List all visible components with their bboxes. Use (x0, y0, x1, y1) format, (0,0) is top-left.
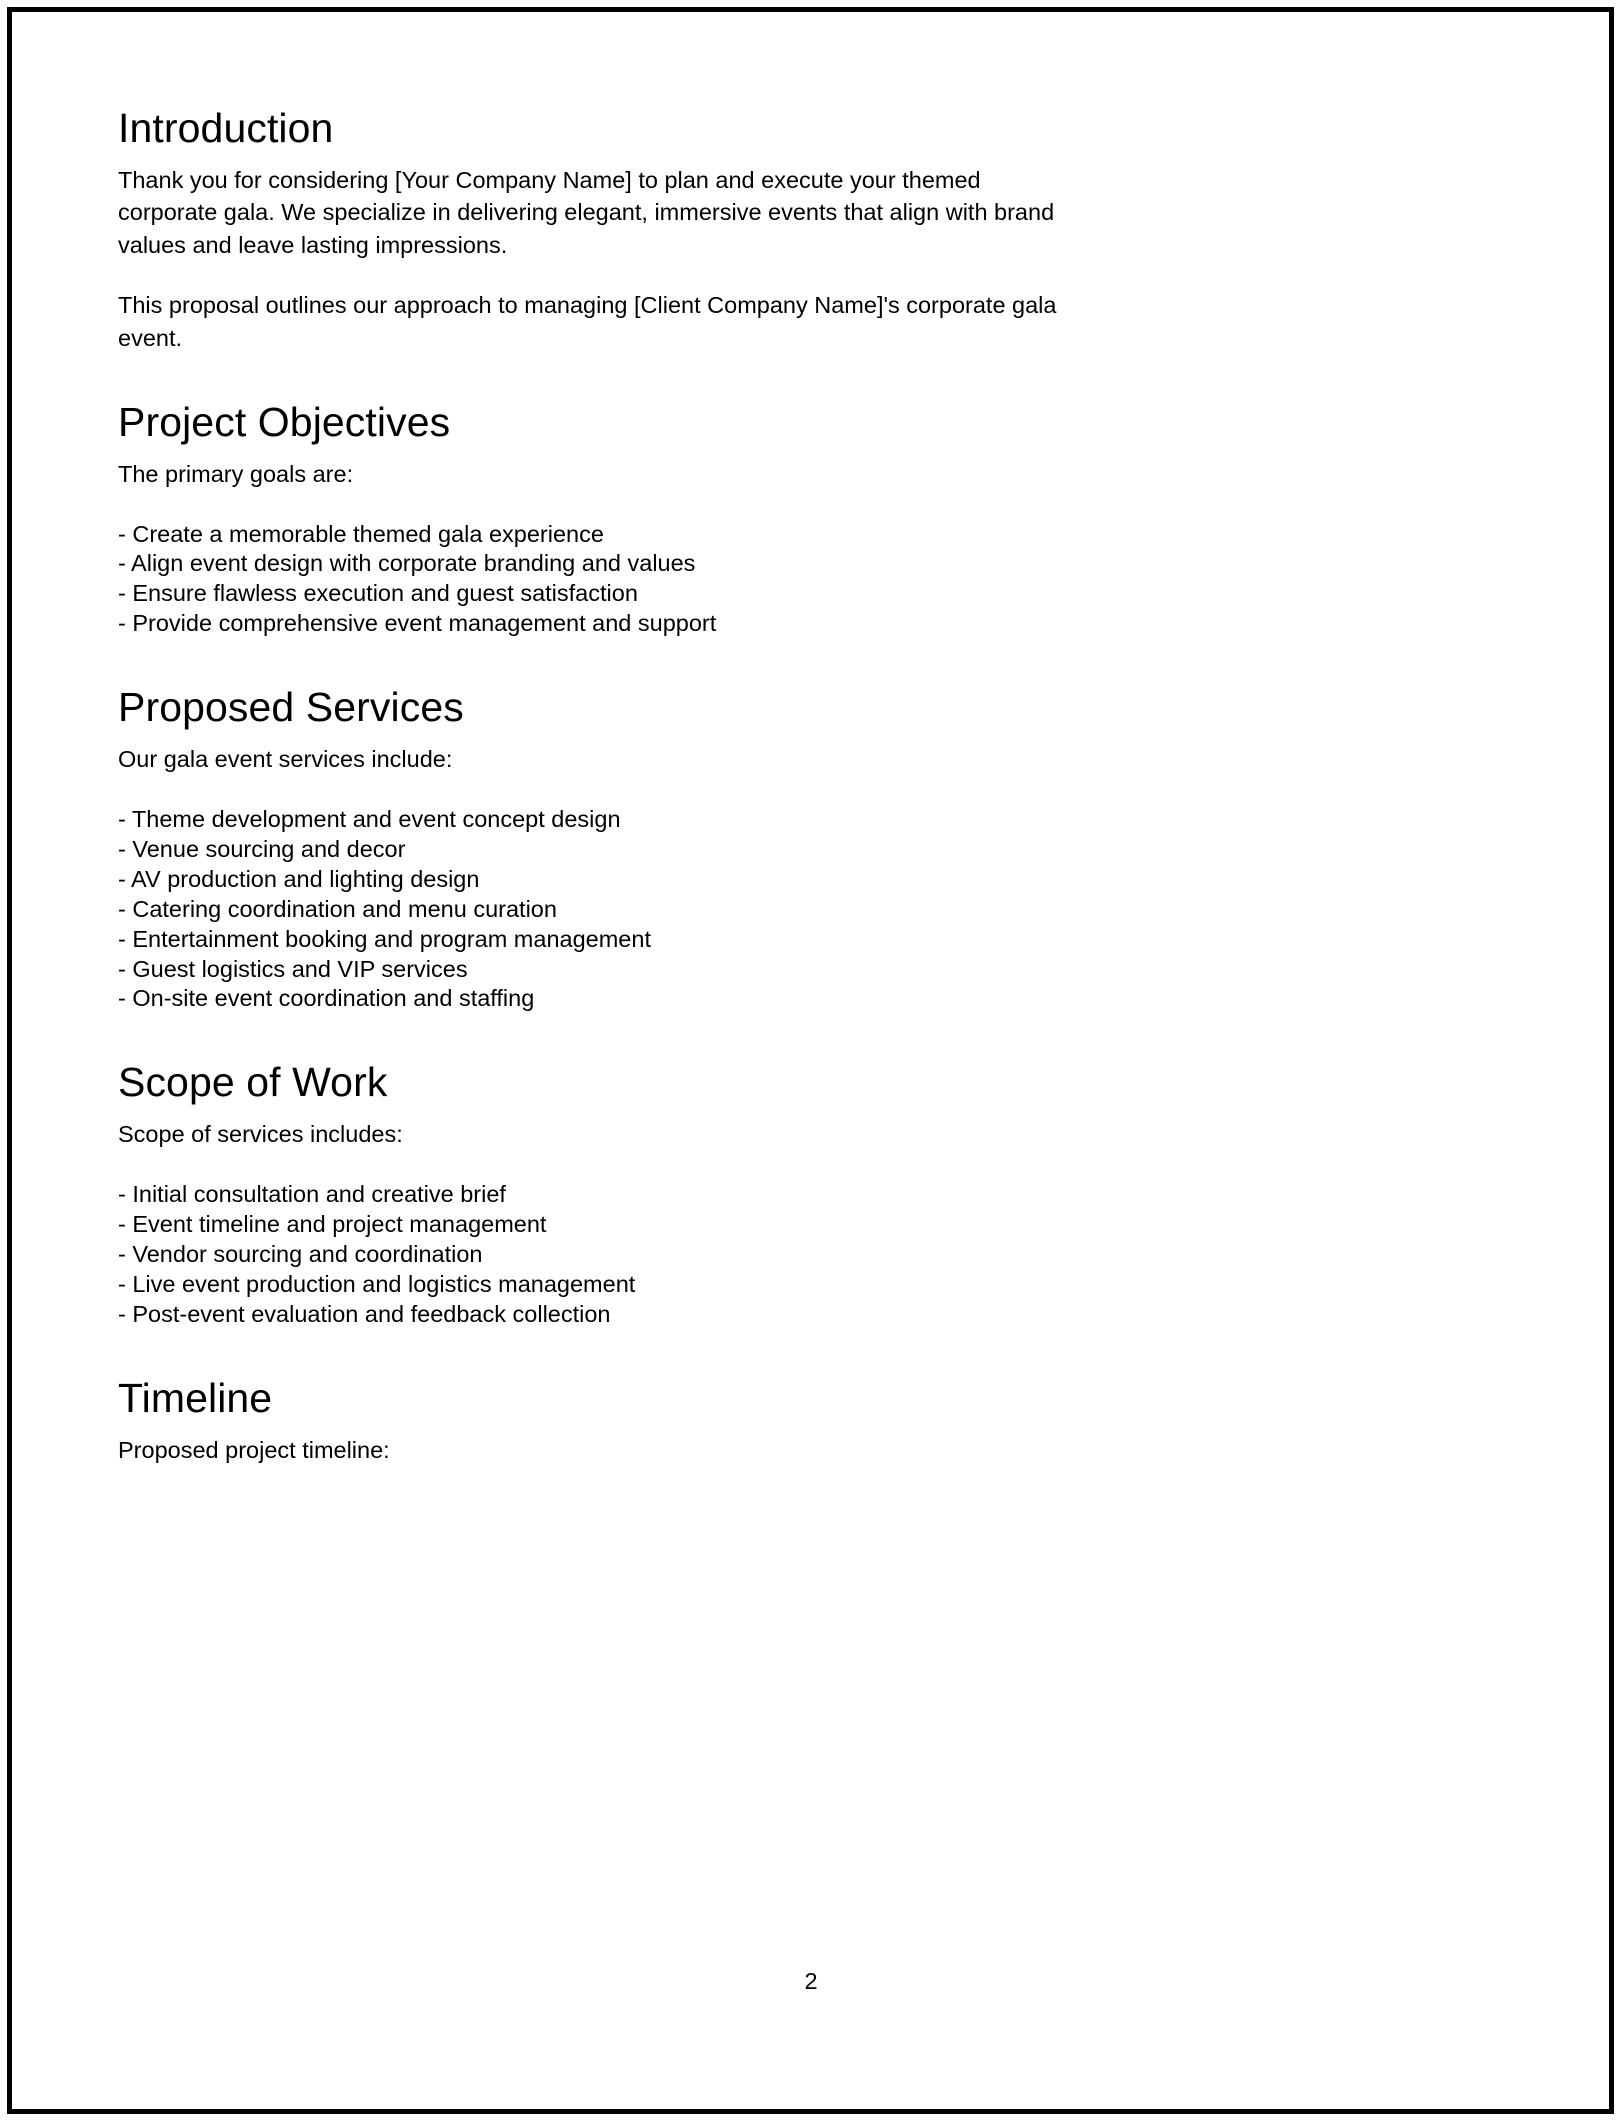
spacer (118, 776, 1058, 805)
list-item: - Entertainment booking and program management (118, 925, 651, 952)
document-content (118, 105, 1058, 1466)
list-item: - AV production and lighting design (118, 865, 480, 892)
section-proposed-services (118, 684, 1058, 1014)
spacer (118, 149, 1058, 164)
list-item: - Create a memorable themed gala experience (118, 520, 604, 547)
list-intro-proposed-services: Our gala event services include: (118, 746, 453, 773)
section-introduction (118, 105, 1058, 354)
list-intro-scope-of-work: Scope of services includes: (118, 1121, 403, 1148)
list-item: - Guest logistics and VIP services (118, 955, 468, 982)
list-item: - Theme development and event concept design (118, 805, 621, 832)
spacer (118, 1419, 1058, 1434)
list-item: - Venue sourcing and decor (118, 835, 406, 862)
section-scope-of-work (118, 1059, 1058, 1329)
page-number: 2 (804, 1968, 818, 1994)
list-item: - Live event production and logistics management (118, 1270, 636, 1297)
list-item: - Initial consultation and creative brief (118, 1180, 506, 1207)
list-item: - Post-event evaluation and feedback collection (118, 1300, 611, 1327)
spacer (118, 443, 1058, 458)
spacer (118, 1103, 1058, 1118)
spacer (118, 1151, 1058, 1180)
spacer (118, 1014, 1058, 1062)
section-heading-introduction: Introduction (118, 105, 334, 151)
section-heading-scope-of-work: Scope of Work (118, 1059, 388, 1106)
list-project-objectives (118, 520, 1058, 640)
list-proposed-services (118, 805, 1058, 1015)
list-item: - Provide comprehensive event management and support (118, 610, 717, 637)
list-intro-project-objectives: The primary goals are: (118, 461, 354, 488)
spacer (118, 639, 1058, 687)
list-item: - Vendor sourcing and coordination (118, 1240, 483, 1267)
section-project-objectives (118, 399, 1058, 639)
section-heading-project-objectives: Project Objectives (118, 399, 451, 446)
spacer (118, 354, 1058, 402)
list-intro-timeline: Proposed project timeline: (118, 1436, 390, 1463)
section-heading-timeline: Timeline (118, 1374, 273, 1421)
list-item: - Ensure flawless execution and guest satisfaction (118, 580, 638, 607)
spacer (118, 491, 1058, 520)
spacer (118, 728, 1058, 743)
list-scope-of-work (118, 1180, 1058, 1330)
paragraph-intro-1: Thank you for considering [Your Company Name] to plan and execute your themed corporate gala. We specialize in delivering elegant, immersive events that align with brand values and leave lasting impressions. (118, 167, 1055, 258)
paragraph-intro-2: This proposal outlines our approach to managing [Client Company Name]'s corporate gala event. (118, 292, 1057, 351)
list-item: - Align event design with corporate branding and values (118, 550, 696, 577)
list-item: - Event timeline and project management (118, 1210, 547, 1237)
spacer (118, 261, 1058, 289)
section-heading-proposed-services: Proposed Services (118, 684, 464, 731)
section-timeline (118, 1374, 1058, 1466)
spacer (118, 1330, 1058, 1378)
list-item: - On-site event coordination and staffing (118, 985, 535, 1012)
list-item: - Catering coordination and menu curation (118, 895, 557, 922)
